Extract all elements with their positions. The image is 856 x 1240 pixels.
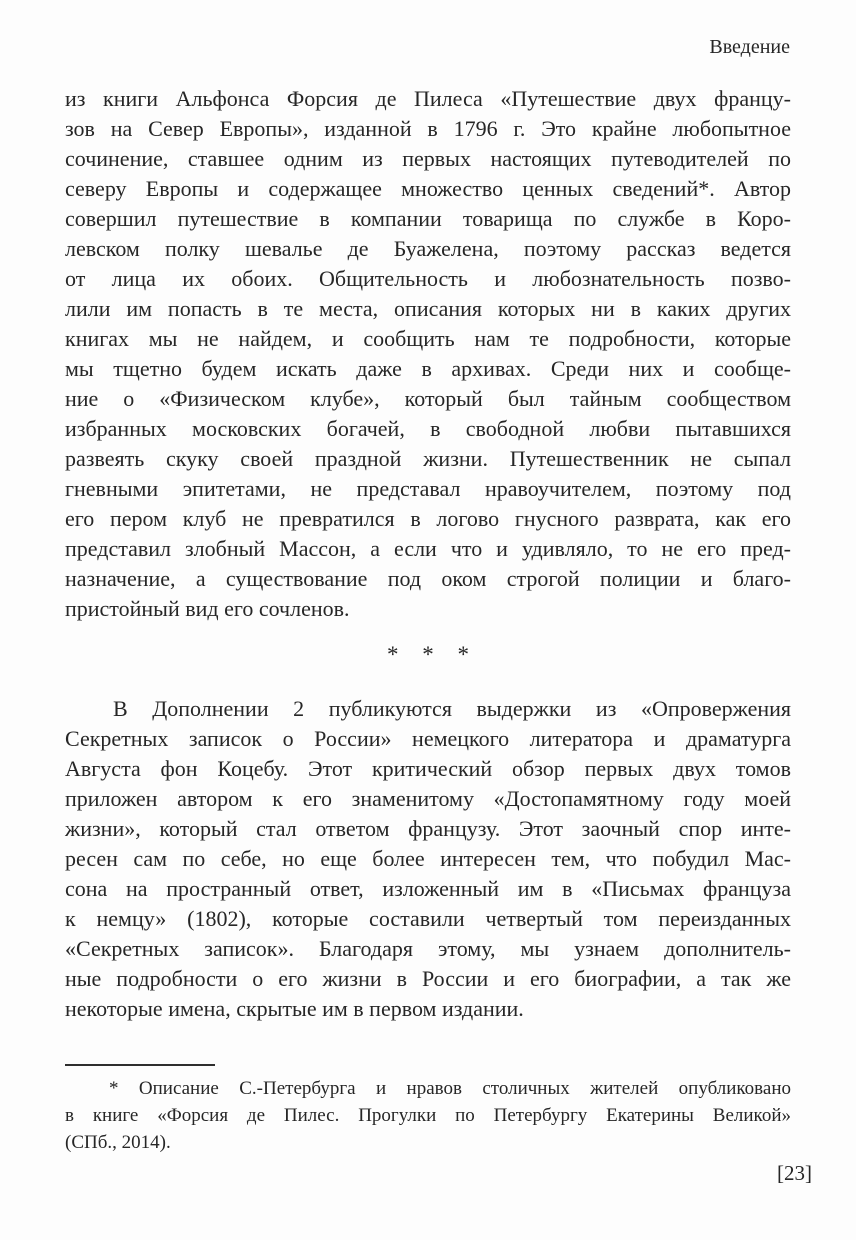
text-line: его пером клуб не превратился в логово гнусного разврата, как его (65, 506, 791, 531)
text-line: некоторые имена, скрытые им в первом издании. (65, 996, 524, 1021)
text-line: «Секретных записок». Благодаря этому, мы узнаем дополнитель- (65, 936, 791, 961)
text-line: в книге «Форсия де Пилес. Прогулки по Петербургу Екатерины Великой» (65, 1105, 791, 1126)
text-line: пристойный вид его сочленов. (65, 596, 350, 621)
text-line: северу Европы и содержащее множество ценных сведений*. Автор (65, 176, 791, 201)
text-line: совершил путешествие в компании товарища по службе в Коро- (65, 206, 791, 231)
text-line: приложен автором к его знаменитому «Достопамятному году моей (65, 786, 791, 811)
text-line: В Дополнении 2 публикуются выдержки из «Опровержения (113, 696, 791, 721)
text-line: мы тщетно будем искать даже в архивах. Среди них и сообще- (65, 356, 791, 381)
text-line: гневными эпитетами, не представал нравоучителем, поэтому под (65, 476, 791, 501)
text-line: зов на Север Европы», изданной в 1796 г. Это крайне любопытное (65, 116, 791, 141)
running-head: Введение (709, 36, 790, 58)
text-line: избранных московских богачей, в свободной любви пытавшихся (65, 416, 791, 441)
text-line: к немцу» (1802), которые составили четвертый том переизданных (65, 906, 791, 931)
text-line: левском полку шевалье де Буажелена, поэтому рассказ ведется (65, 236, 791, 261)
text-line: ресен сам по себе, но еще более интересен тем, что побудил Мас- (65, 846, 791, 871)
text-line: развеять скуку своей праздной жизни. Путешественник не сыпал (65, 446, 791, 471)
text-line: ные подробности о его жизни в России и его биографии, а так же (65, 966, 791, 991)
text-line: представил злобный Массон, а если что и удивляло, то не его пред- (65, 536, 791, 561)
text-line: (СПб., 2014). (65, 1132, 171, 1153)
footnote (65, 1064, 791, 1156)
text-line: * Описание С.-Петербурга и нравов столичных жителей опубликовано (109, 1078, 791, 1099)
asterisk-separator: * * * (387, 642, 478, 667)
body-text (65, 84, 791, 1024)
text-line: от лица их обоих. Общительность и любознательность позво- (65, 266, 791, 291)
text-line: ние о «Физическом клубе», который был тайным сообществом (65, 386, 791, 411)
text-line: книгах мы не найдем, и сообщить нам те подробности, которые (65, 326, 791, 351)
text-line: лили им попасть в те места, описания которых ни в каких других (65, 296, 791, 321)
text-line: сочинение, ставшее одним из первых настоящих путеводителей по (65, 146, 791, 171)
paragraph-continuation (65, 84, 791, 624)
text-line: жизни», который стал ответом французу. Этот заочный спор инте- (65, 816, 791, 841)
text-line: из книги Альфонса Форсия де Пилеса «Путешествие двух францу- (65, 86, 791, 111)
text-line: Секретных записок о России» немецкого литератора и драматурга (65, 726, 791, 751)
text-line: назначение, а существование под оком строгой полиции и благо- (65, 566, 791, 591)
text-line: сона на пространный ответ, изложенный им в «Письмах француза (65, 876, 791, 901)
footnote-rule (65, 1064, 215, 1066)
footnote-text (65, 1075, 791, 1156)
page-number: [23] (777, 1161, 812, 1185)
text-line: Августа фон Коцебу. Этот критический обзор первых двух томов (65, 756, 791, 781)
paragraph-addendum (65, 694, 791, 1024)
